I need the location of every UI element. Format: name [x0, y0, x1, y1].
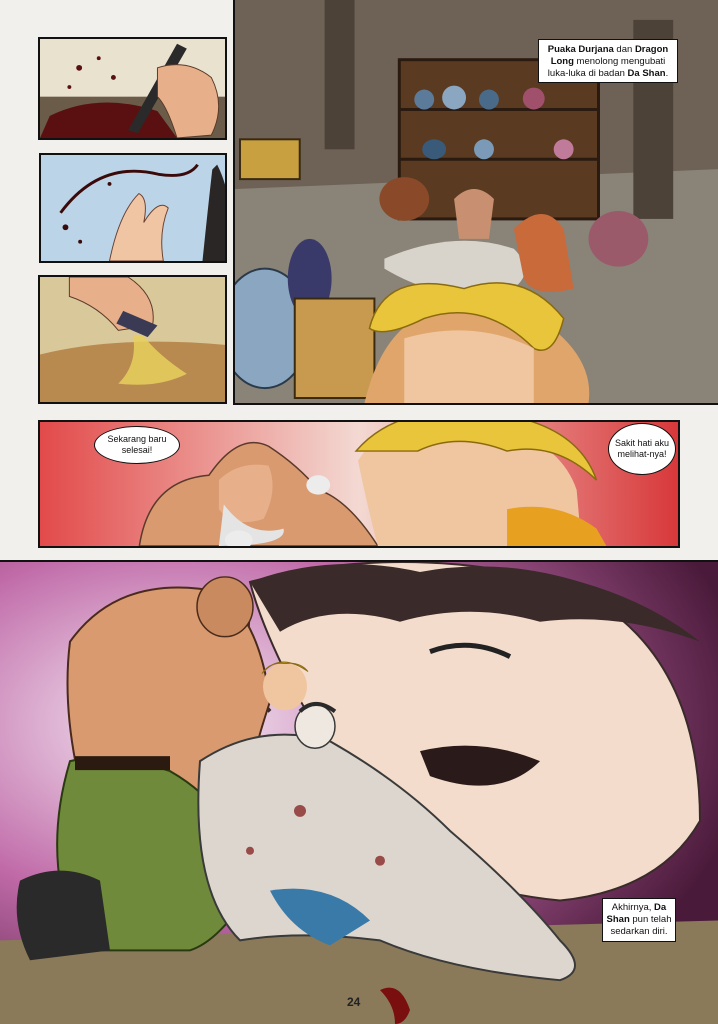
knife-cut-illustration [40, 39, 225, 138]
panel-awakening [0, 560, 718, 1024]
panel-knife-cut [38, 37, 227, 140]
caption-top-right-part-2: Dragon Long [550, 44, 669, 67]
caption-top-right-part-4: Da Shan [627, 68, 666, 79]
caption-top-right [538, 39, 678, 83]
caption-bottom-right-part-1: Da Shan [606, 902, 667, 925]
speech-bubble-old-man [94, 426, 180, 464]
panel-powder-pour [38, 275, 227, 404]
caption-top-right-part-1: dan [613, 44, 635, 55]
blood-splash-illustration [41, 155, 225, 261]
panel-blood-splash [39, 153, 227, 263]
powder-pour-illustration [40, 277, 225, 402]
speech-dragon-long-text: Sakit hati aku melihat-nya! [614, 438, 670, 459]
page-number: 24 [347, 995, 361, 1009]
caption-bottom-right-part-2: pun telah sedarkan diri. [610, 914, 672, 937]
speech-old-man-text: Sekarang baru selesai! [107, 434, 167, 455]
awakening-illustration [0, 562, 718, 1024]
caption-bottom-right-part-0: Akhirnya, [611, 902, 655, 913]
caption-top-right-part-3: menolong mengubati luka-luka di badan [547, 56, 666, 79]
caption-top-right-part-5: . [665, 68, 669, 79]
speech-bubble-dragon-long [608, 423, 676, 475]
caption-top-right-part-0: Puaka Durjana [547, 44, 614, 55]
caption-bottom-right [602, 898, 676, 942]
